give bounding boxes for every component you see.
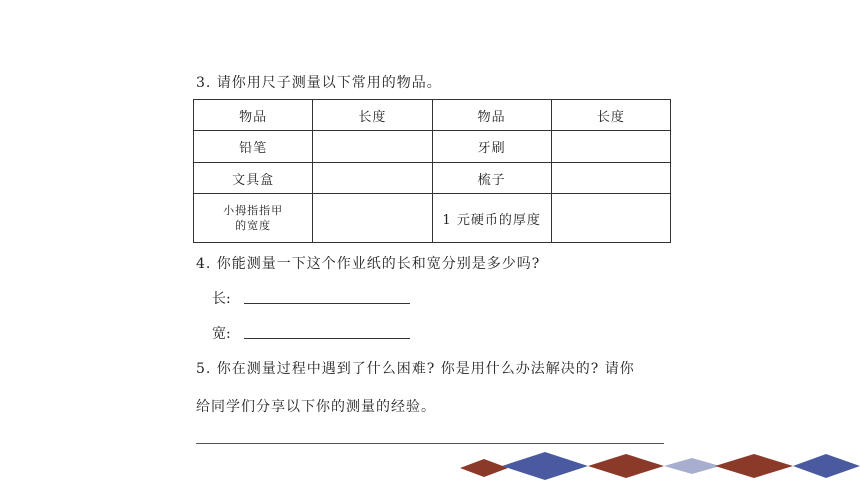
item-cell: 小拇指指甲 的宽度 <box>194 194 313 243</box>
diamond-shape <box>793 454 860 478</box>
item-cell: 梳子 <box>432 162 551 193</box>
length-answer-line[interactable] <box>244 303 410 304</box>
answer-line[interactable] <box>196 443 664 444</box>
diamond-shape <box>715 454 793 478</box>
length-cell[interactable] <box>551 162 670 193</box>
table-header-row <box>194 100 671 131</box>
question-4: 4. 你能测量一下这个作业纸的长和宽分别是多少吗? <box>196 256 541 272</box>
length-cell[interactable] <box>313 131 432 162</box>
diamond-shape <box>664 458 720 474</box>
question-3: 3. 请你用尺子测量以下常用的物品。 <box>196 75 442 91</box>
item-cell: 1 元硬币的厚度 <box>432 194 551 243</box>
length-cell[interactable] <box>551 194 670 243</box>
length-cell[interactable] <box>313 162 432 193</box>
length-label: 长: <box>212 291 231 307</box>
length-cell[interactable] <box>313 194 432 243</box>
item-cell: 文具盒 <box>194 162 313 193</box>
table-row <box>194 131 671 162</box>
item-cell: 铅笔 <box>194 131 313 162</box>
table-row <box>194 162 671 193</box>
header-length: 长度 <box>313 100 432 131</box>
header-item: 物品 <box>194 100 313 131</box>
diamond-shape <box>460 459 508 477</box>
header-item: 物品 <box>432 100 551 131</box>
question-5-line-1: 5. 你在测量过程中遇到了什么困难? 你是用什么办法解决的? 请你 <box>196 361 635 377</box>
width-label: 宽: <box>212 326 231 342</box>
diamond-shape <box>502 452 588 480</box>
question-5-line-2: 给同学们分享以下你的测量的经验。 <box>196 399 436 415</box>
length-cell[interactable] <box>551 131 670 162</box>
measurement-table <box>193 99 671 243</box>
header-length: 长度 <box>551 100 670 131</box>
diamond-decoration <box>460 448 860 484</box>
table-row <box>194 194 671 243</box>
item-cell: 牙刷 <box>432 131 551 162</box>
width-answer-line[interactable] <box>244 338 410 339</box>
diamond-shape <box>588 454 664 478</box>
